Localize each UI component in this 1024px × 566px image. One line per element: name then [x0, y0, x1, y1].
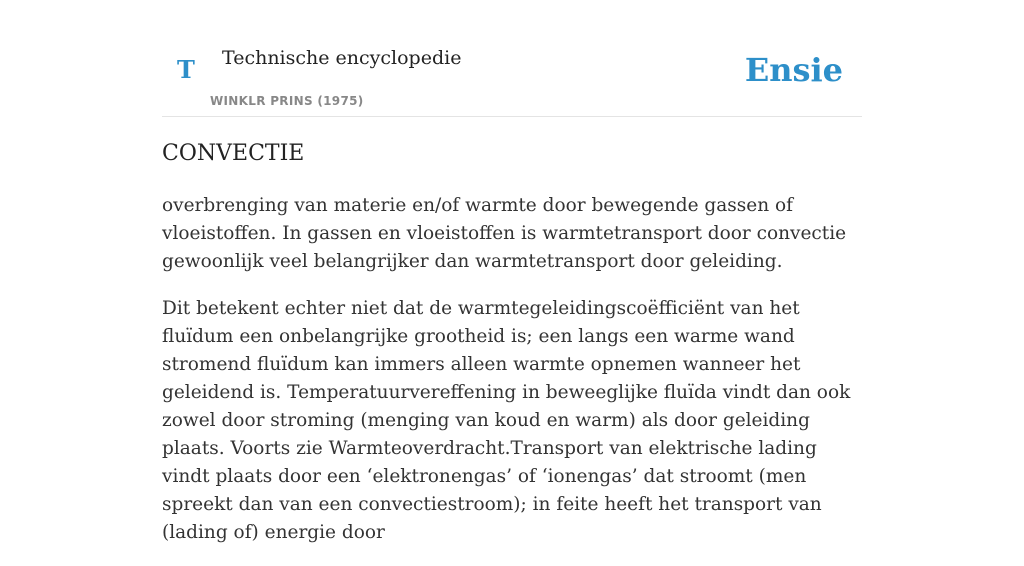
book-title[interactable]: Technische encyclopedie — [222, 47, 462, 69]
entry — [162, 138, 862, 566]
entry-paragraph: Dit betekent echter niet dat de warmtegeleidingscoëfficiënt van het fluïdum een onbelangrijke grootheid is; een langs een warme wand stromend fluïdum kan immers alleen warmte opnemen wanneer het geleidend is. Temperatuurvereffening in beweeglijke fluïda vindt dan ook zowel door stroming (menging van koud en warm) als door geleiding plaats. Voorts zie Warmteoverdracht.Transport van elektrische lading vindt plaats door een ‘elektronengas’ of ‘ionengas’ dat stroomt (men spreekt dan van een convectiestroom); in feite heeft het transport van (lading of) energie door — [162, 298, 851, 543]
entry-paragraph: overbrenging van materie en/of warmte door bewegende gassen of vloeistoffen. In gassen en vloeistoffen is warmtetransport door convectie gewoonlijk veel belangrijker dan warmtetransport door geleiding. — [162, 195, 847, 272]
logo-letter[interactable]: T — [177, 55, 195, 84]
book-subtitle: WINKLR PRINS (1975) — [210, 94, 364, 108]
entry-title: CONVECTIE — [162, 141, 305, 166]
header — [162, 0, 862, 117]
brand-logo[interactable]: Ensie — [744, 51, 843, 89]
